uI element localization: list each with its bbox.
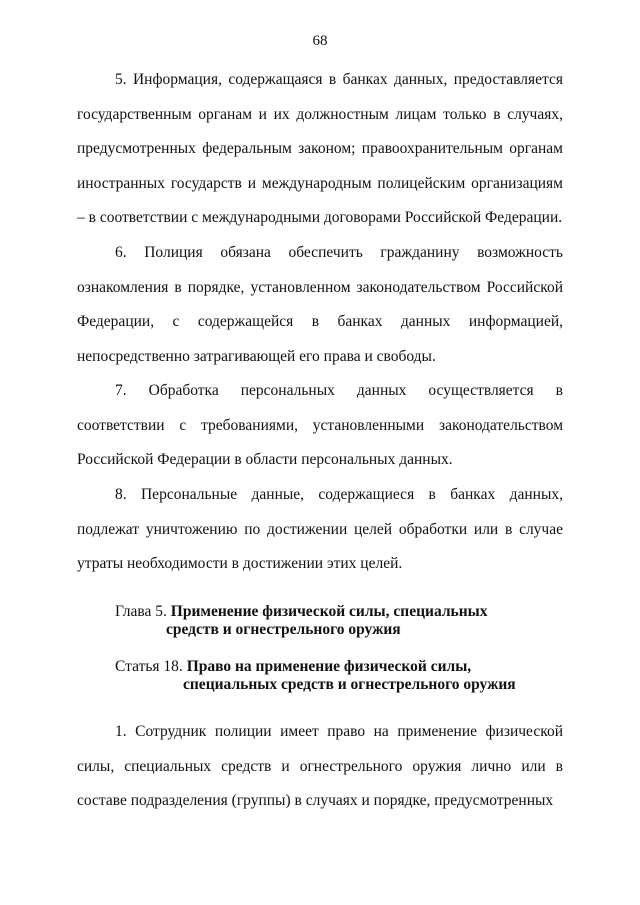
article-label: Статья 18.	[115, 658, 183, 675]
chapter-heading	[115, 603, 488, 621]
page-number: 68	[312, 33, 328, 49]
article-18-paragraph-1: 1. Сотрудник полиции имеет право на применение физической силы, специальных средств и огнестрельного оружия лично или в составе подразделения (группы) в случаях и порядке, предусмотренных	[77, 723, 563, 809]
chapter-title-line2: средств и огнестрельного оружия	[166, 621, 401, 638]
article-title-line2: специальных средств и огнестрельного оружия	[183, 676, 516, 693]
chapter-title-line1: Применение физической силы, специальных	[170, 603, 488, 620]
paragraph-8: 8. Персональные данные, содержащиеся в банках данных, подлежат уничтожению по достижении целей обработки или в случае утраты необходимости в достижении этих целей.	[77, 486, 563, 572]
paragraph-6: 6. Полиция обязана обеспечить гражданину возможность ознакомления в порядке, установленном законодательством Российской Федерации, с содержащейся в банках данных информацией, непосредственно затрагивающей его права и свободы.	[77, 244, 563, 365]
article-title-line1: Право на применение физической силы,	[186, 658, 472, 675]
chapter-label: Глава 5.	[115, 603, 167, 620]
article-heading	[115, 658, 471, 676]
chapter-heading-continued	[166, 621, 401, 639]
paragraph-7: 7. Обработка персональных данных осуществляется в соответствии с требованиями, установленными законодательством Российской Федерации в области персональных данных.	[77, 382, 563, 468]
article-heading-continued	[183, 676, 516, 694]
paragraph-5: 5. Информация, содержащаяся в банках данных, предоставляется государственным органам и их должностным лицам только в случаях, предусмотренных федеральным законом; правоохранительным органам иностранных государств и международным полицейским организациям – в соответствии с международными договорами Российской Федерации.	[77, 71, 563, 226]
